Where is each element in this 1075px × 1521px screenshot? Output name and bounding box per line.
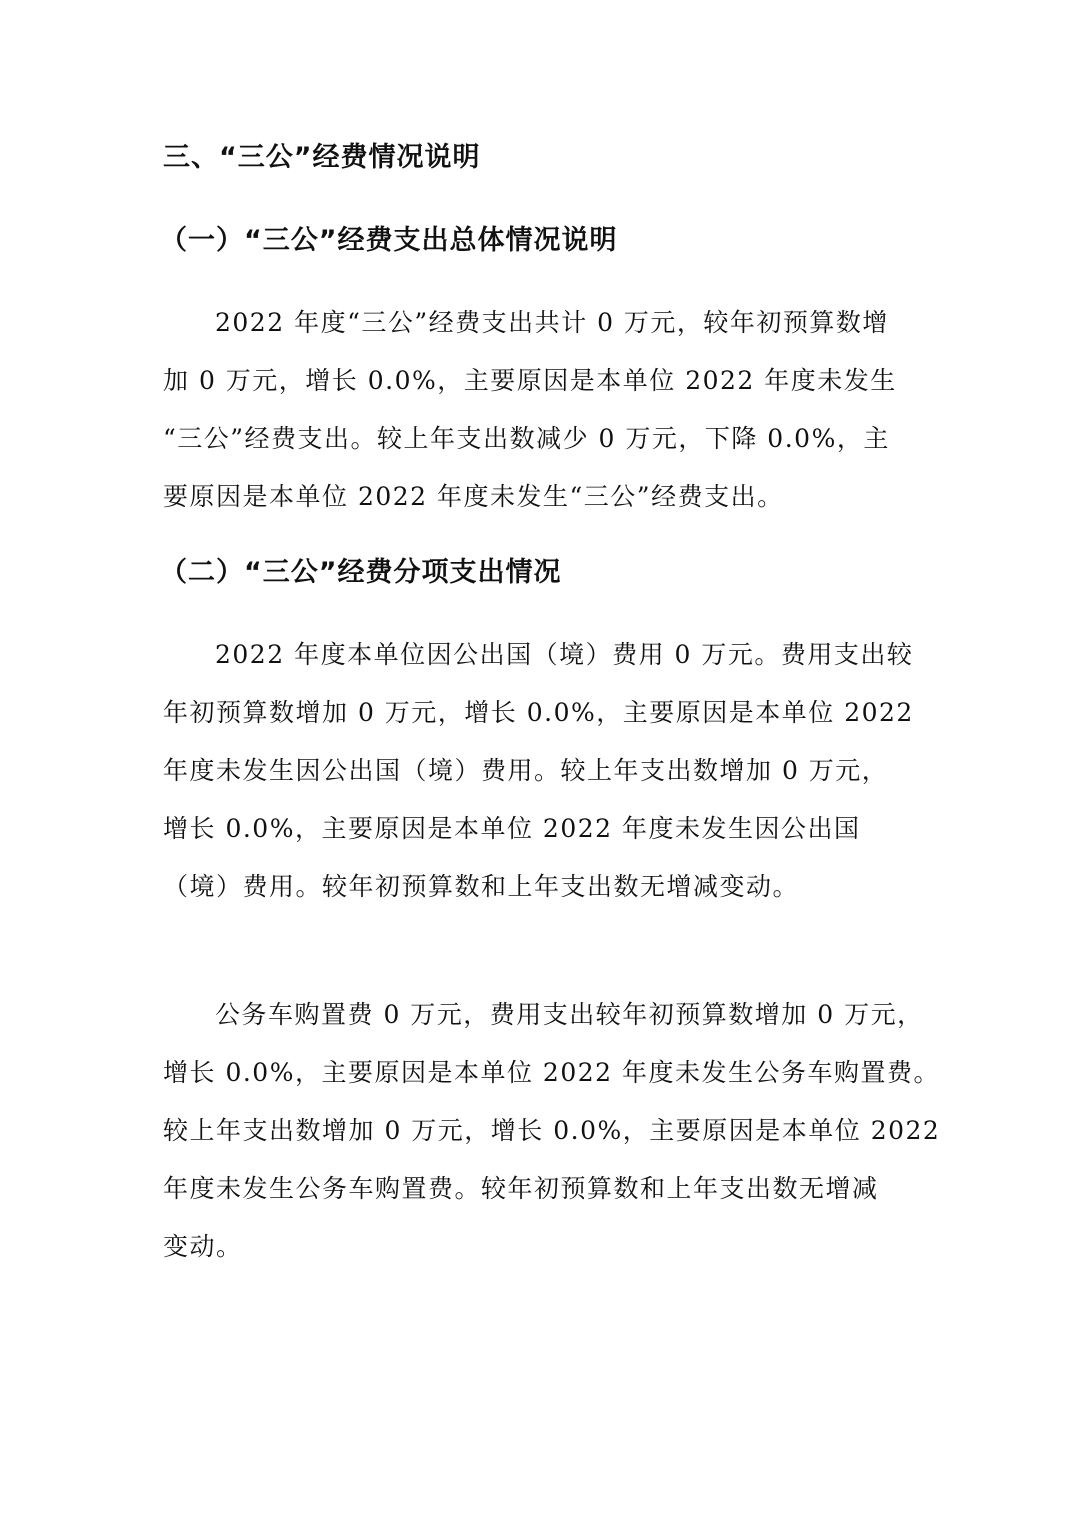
subsection-title-itemized: （二）“三公”经费分项支出情况 (160, 557, 562, 588)
paragraph-line: 2022 年度“三公”经费支出共计 0 万元，较年初预算数增 (215, 308, 889, 337)
paragraph-line: 年度未发生因公出国（境）费用。较上年支出数增加 0 万元， (163, 756, 889, 785)
paragraph-line: （境）费用。较年初预算数和上年支出数无增减变动。 (163, 872, 800, 901)
paragraph-line: 增长 0.0%，主要原因是本单位 2022 年度未发生公务车购置费。 (163, 1058, 940, 1087)
paragraph-line: 加 0 万元，增长 0.0%，主要原因是本单位 2022 年度未发生 (163, 366, 897, 395)
paragraph-line: 要原因是本单位 2022 年度未发生“三公”经费支出。 (163, 482, 784, 511)
paragraph-overseas-travel (163, 626, 913, 916)
paragraph-line: 年初预算数增加 0 万元，增长 0.0%，主要原因是本单位 2022 (163, 698, 914, 727)
paragraph-line: 2022 年度本单位因公出国（境）费用 0 万元。费用支出较 (215, 640, 914, 669)
section-title: 三、“三公”经费情况说明 (163, 142, 481, 173)
paragraph-line: 变动。 (163, 1232, 243, 1261)
paragraph-line: 增长 0.0%，主要原因是本单位 2022 年度未发生因公出国 (163, 814, 861, 843)
paragraph-overall (163, 294, 913, 526)
subsection-title-overall: （一）“三公”经费支出总体情况说明 (160, 225, 618, 256)
paragraph-line: 年度未发生公务车购置费。较年初预算数和上年支出数无增减 (163, 1174, 879, 1203)
paragraph-line: 公务车购置费 0 万元，费用支出较年初预算数增加 0 万元， (215, 1000, 924, 1029)
paragraph-line: 较上年支出数增加 0 万元，增长 0.0%，主要原因是本单位 2022 (163, 1116, 941, 1145)
paragraph-line: “三公”经费支出。较上年支出数减少 0 万元，下降 0.0%，主 (163, 424, 890, 453)
paragraph-vehicle-purchase (163, 986, 941, 1276)
